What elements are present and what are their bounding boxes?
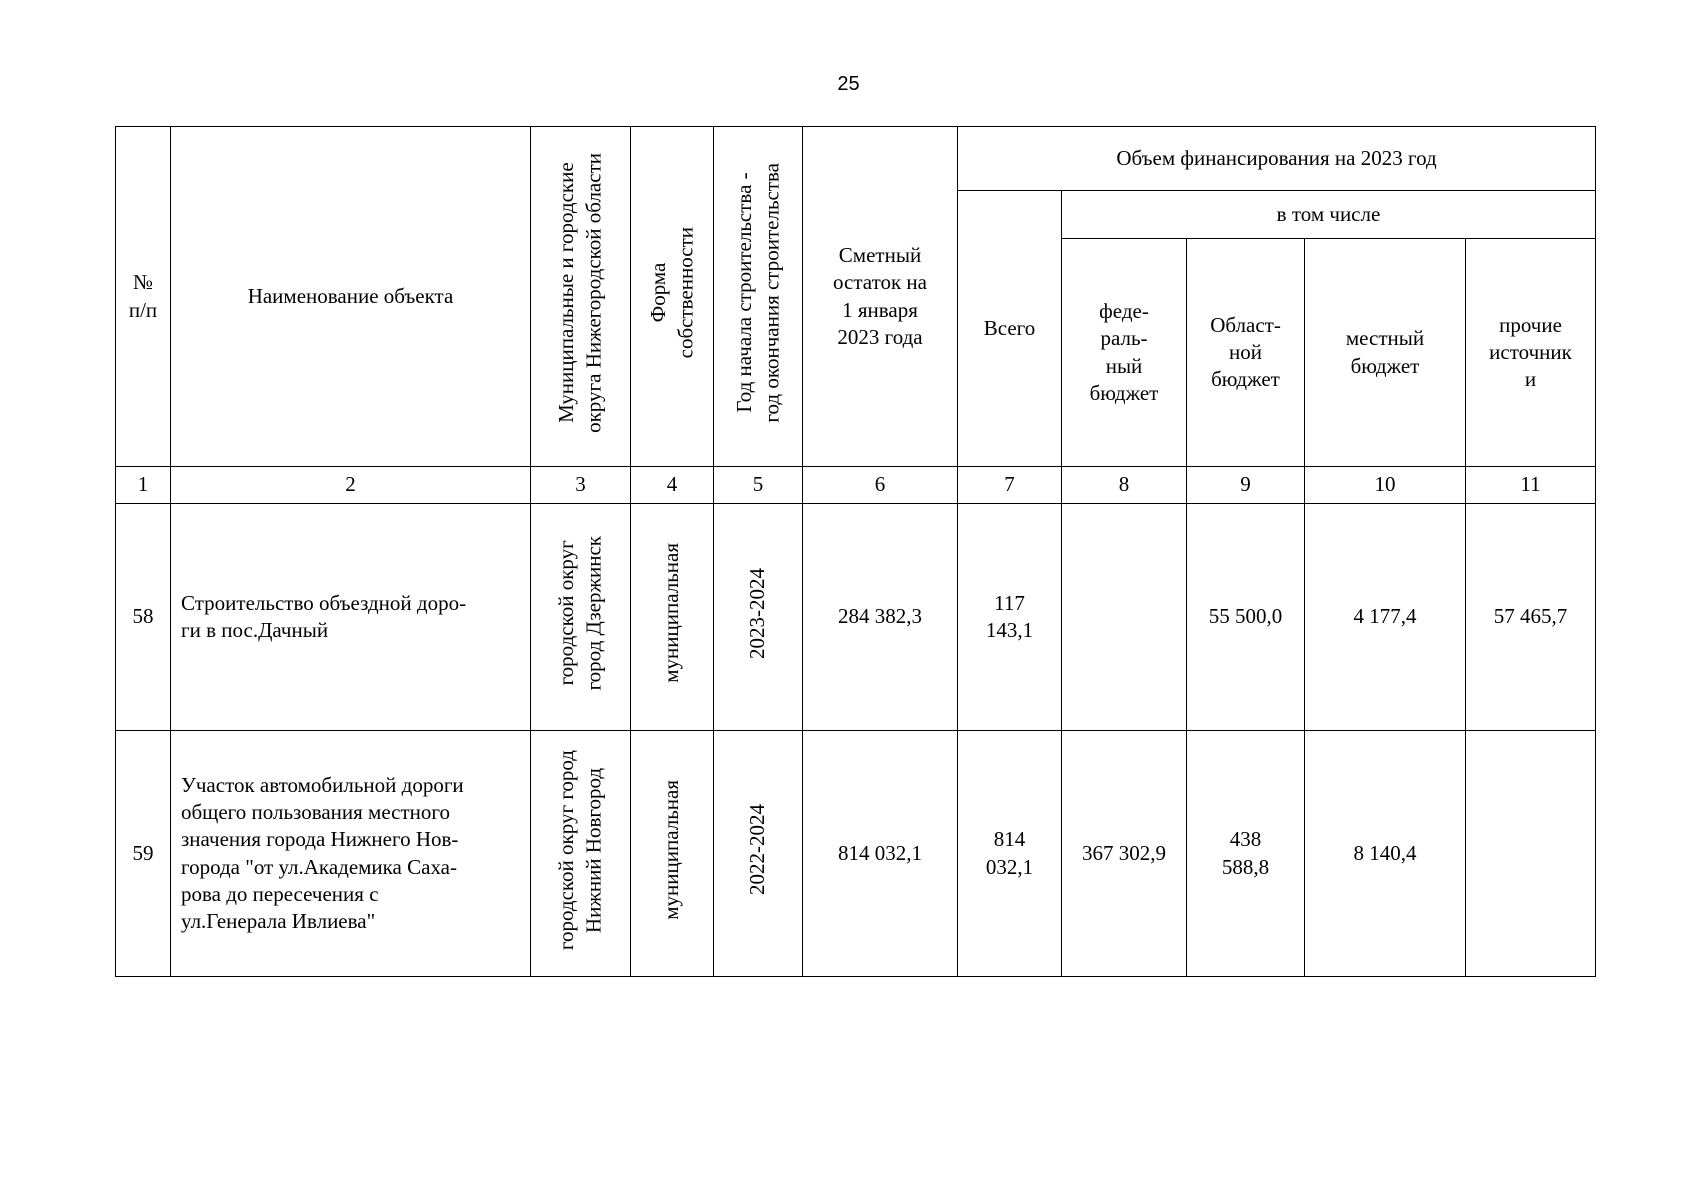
header-years-text: Год начала строительства - год окончания строительства — [731, 163, 783, 423]
row-estimated-balance: 814 032,1 — [803, 731, 958, 977]
header-financing-title: Объем финансирования на 2023 год — [958, 127, 1596, 191]
header-regional: Област- ной бюджет — [1187, 239, 1305, 467]
column-number: 8 — [1062, 467, 1187, 504]
header-local: местный бюджет — [1305, 239, 1466, 467]
row-other — [1466, 731, 1596, 977]
column-number: 5 — [714, 467, 803, 504]
column-number: 7 — [958, 467, 1062, 504]
header-other: прочие источник и — [1466, 239, 1596, 467]
row-total: 117 143,1 — [958, 504, 1062, 731]
row-number: 58 — [116, 504, 171, 731]
row-regional: 55 500,0 — [1187, 504, 1305, 731]
row-years — [714, 504, 803, 731]
row-ownership — [631, 731, 714, 977]
column-number: 2 — [171, 467, 531, 504]
row-years-text: 2022-2024 — [745, 804, 770, 896]
row-ownership — [631, 504, 714, 731]
column-number: 9 — [1187, 467, 1305, 504]
column-number: 10 — [1305, 467, 1466, 504]
header-federal: феде- раль- ный бюджет — [1062, 239, 1187, 467]
header-estimated-balance: Сметный остаток на 1 января 2023 года — [803, 127, 958, 467]
row-municipality — [531, 504, 631, 731]
header-municipality — [531, 127, 631, 467]
row-municipality — [531, 731, 631, 977]
row-years-text: 2023-2024 — [745, 567, 770, 659]
row-ownership-text: муниципальная — [659, 543, 684, 684]
row-federal: 367 302,9 — [1062, 731, 1187, 977]
row-local: 8 140,4 — [1305, 731, 1466, 977]
header-total: Всего — [958, 191, 1062, 467]
row-estimated-balance: 284 382,3 — [803, 504, 958, 731]
header-municipality-text: Муниципальные и городские округа Нижегородской области — [554, 152, 606, 433]
financing-table — [115, 126, 1596, 977]
row-ownership-text: муниципальная — [659, 779, 684, 920]
row-object-name: Участок автомобильной дороги общего пользования местного значения города Нижнего Нов- города "от ул.Академика Саха- рова до пересечения с ул.Генерала Ивлиева" — [171, 731, 531, 977]
header-years — [714, 127, 803, 467]
row-federal — [1062, 504, 1187, 731]
column-number: 6 — [803, 467, 958, 504]
column-number: 4 — [631, 467, 714, 504]
table-row — [116, 504, 1596, 731]
header-ownership-text: Форма собственности — [645, 227, 697, 359]
row-other: 57 465,7 — [1466, 504, 1596, 731]
row-years — [714, 731, 803, 977]
header-object-name: Наименование объекта — [171, 127, 531, 467]
row-local: 4 177,4 — [1305, 504, 1466, 731]
row-number: 59 — [116, 731, 171, 977]
header-including: в том числе — [1062, 191, 1596, 239]
header-number: № п/п — [116, 127, 171, 467]
header-ownership — [631, 127, 714, 467]
table-row — [116, 731, 1596, 977]
column-number: 11 — [1466, 467, 1596, 504]
column-number: 1 — [116, 467, 171, 504]
row-municipality-text: городской округ город Нижний Новгород — [554, 749, 606, 950]
column-number: 3 — [531, 467, 631, 504]
row-total: 814 032,1 — [958, 731, 1062, 977]
row-municipality-text: городской округ город Дзержинск — [554, 536, 606, 691]
column-numbers-row — [116, 467, 1596, 504]
row-regional: 438 588,8 — [1187, 731, 1305, 977]
row-object-name: Строительство объездной доро- ги в пос.Дачный — [171, 504, 531, 731]
page-number: 25 — [837, 73, 860, 95]
